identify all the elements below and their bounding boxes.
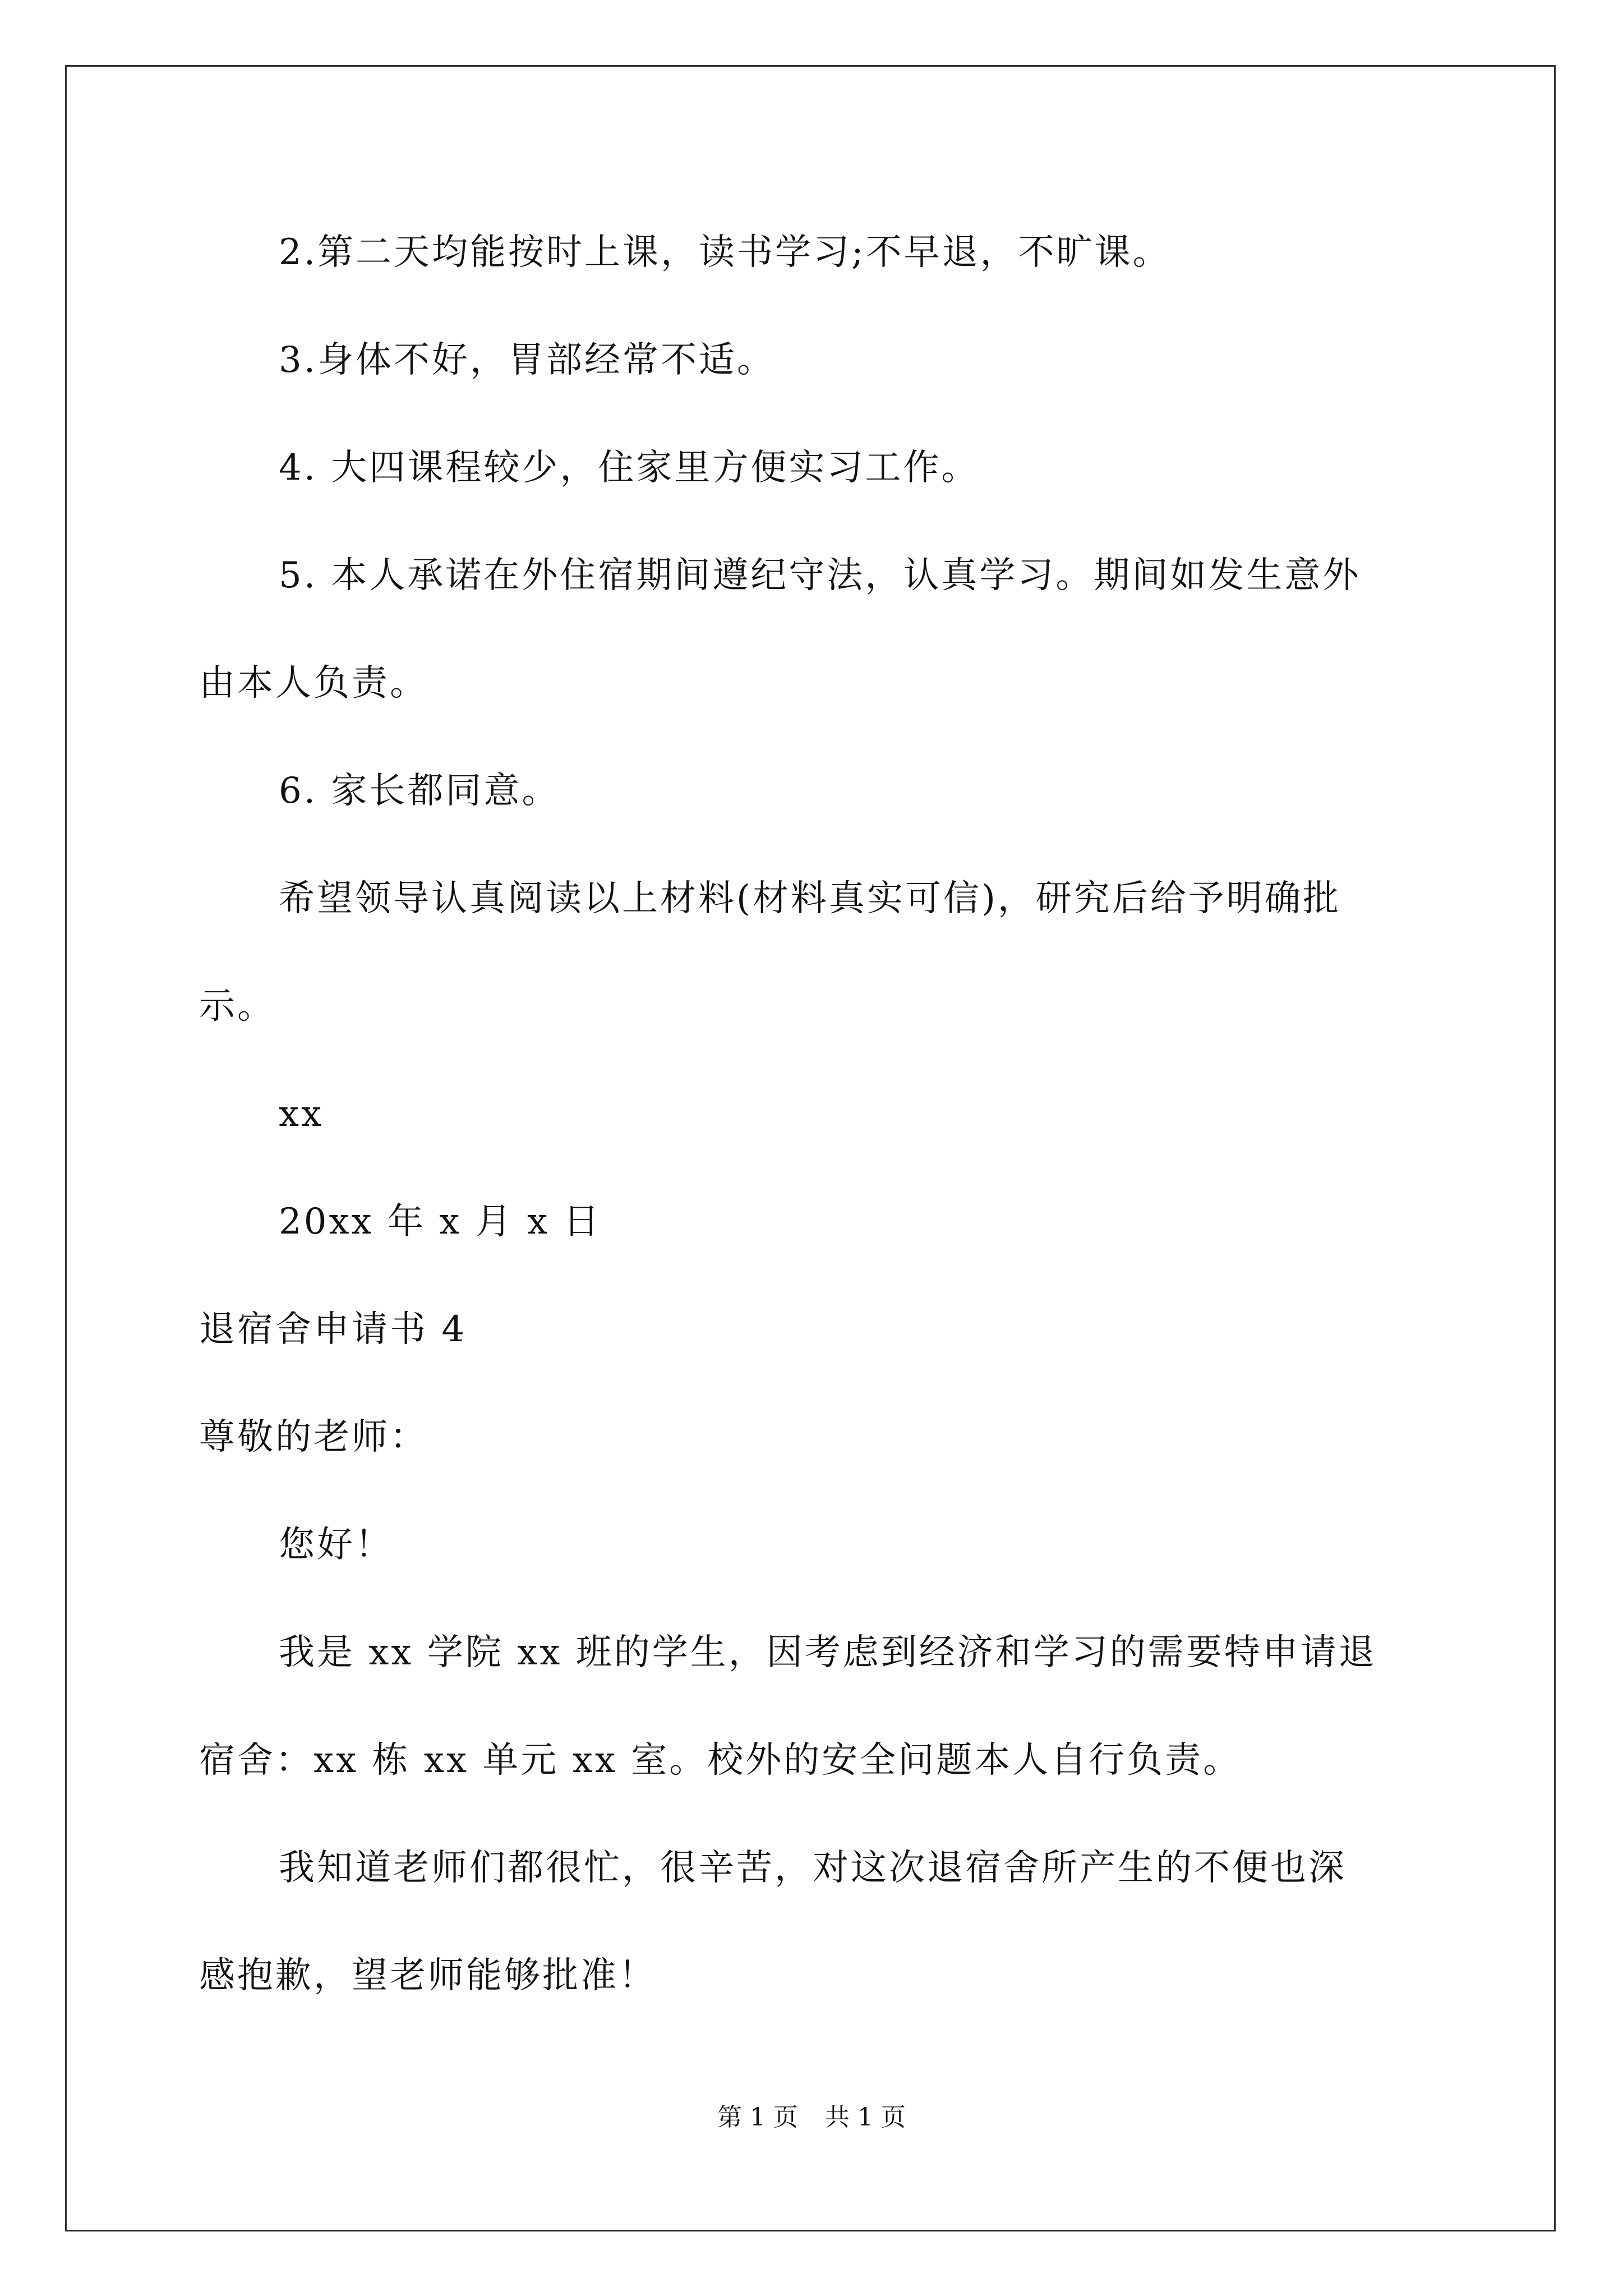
page-footer <box>0 2101 1623 2134</box>
item-3-line: 3.身体不好，胃部经常不适。 <box>279 339 776 381</box>
paragraph-2-line-2: 感抱歉，望老师能够批准！ <box>199 1955 657 1996</box>
page-number-total: 共 1 页 <box>825 2103 906 2132</box>
paragraph-1-line-2: 宿舍：xx 栋 xx 单元 xx 室。校外的安全问题本人自行负责。 <box>199 1740 1242 1781</box>
page-number-current: 第 1 页 <box>717 2103 798 2132</box>
greeting: 您好！ <box>279 1524 393 1566</box>
signature-name: xx <box>279 1093 324 1135</box>
item-4-line: 4. 大四课程较少，住家里方便实习工作。 <box>279 447 980 489</box>
item-5-line-1: 5. 本人承诺在外住宿期间遵纪守法，认真学习。期间如发生意外 <box>279 555 1361 596</box>
item-5-line-2: 由本人负责。 <box>199 662 428 704</box>
paragraph-1-line-1: 我是 xx 学院 xx 班的学生，因考虑到经济和学习的需要特申请退 <box>279 1632 1377 1673</box>
item-6-line: 6. 家长都同意。 <box>279 770 560 812</box>
section-heading: 退宿舍申请书 4 <box>199 1309 467 1350</box>
paragraph-2-line-1: 我知道老师们都很忙，很辛苦，对这次退宿舍所产生的不便也深 <box>279 1847 1347 1889</box>
page-border <box>65 65 1556 2231</box>
signature-date: 20xx 年 x 月 x 日 <box>279 1201 602 1243</box>
request-line-2: 示。 <box>199 986 275 1027</box>
request-line-1: 希望领导认真阅读以上材料(材料真实可信)，研究后给予明确批 <box>279 878 1341 919</box>
salutation: 尊敬的老师： <box>199 1416 428 1458</box>
item-2-line: 2.第二天均能按时上课，读书学习;不早退，不旷课。 <box>279 232 1171 273</box>
